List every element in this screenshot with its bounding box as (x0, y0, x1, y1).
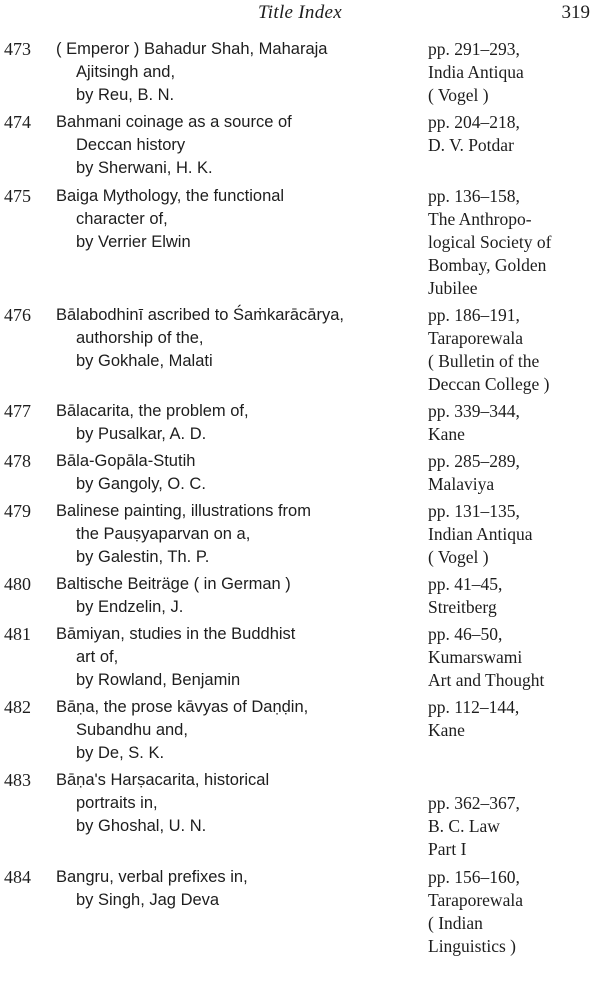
page-header (0, 0, 600, 34)
entry-reference (428, 866, 600, 958)
entry-number: 478 (4, 451, 31, 471)
entry-number: 477 (4, 401, 31, 421)
entry-reference (428, 111, 600, 180)
index-entry (0, 500, 600, 569)
entry-title-block (56, 400, 428, 446)
page-number: 319 (561, 2, 590, 23)
entry-title-line: Ajitsingh and, (76, 63, 176, 81)
entry-reference-line: Kumarswami (428, 647, 523, 667)
entry-number: 475 (4, 186, 31, 206)
entry-number: 473 (4, 39, 31, 59)
entry-reference (428, 769, 600, 861)
entry-number: 476 (4, 305, 31, 325)
entry-title-line: Bāmiyan, studies in the Buddhist (56, 625, 296, 643)
entry-title-line: Baltische Beiträge ( in German ) (56, 575, 291, 593)
entry-number: 479 (4, 501, 31, 521)
entry-reference (428, 400, 600, 446)
entry-reference-line: Part I (428, 839, 467, 859)
entry-reference-line: pp. 291–293, (428, 39, 520, 59)
entry-author: by Gangoly, O. C. (76, 475, 206, 493)
entry-title-block (56, 573, 428, 619)
entry-reference-line: Jubilee (428, 278, 478, 298)
entry-title-line: ( Emperor ) Bahadur Shah, Maharaja (56, 40, 328, 58)
entry-author: by Reu, B. N. (76, 86, 175, 104)
entry-reference-line: pp. 285–289, (428, 451, 520, 471)
entry-title-block (56, 769, 428, 861)
index-entry (0, 866, 600, 958)
entry-reference-line: pp. 186–191, (428, 305, 520, 325)
entry-reference-line: pp. 136–158, (428, 186, 520, 206)
entry-number: 482 (4, 697, 31, 717)
index-entry (0, 769, 600, 861)
entry-reference-line: pp. 204–218, (428, 112, 520, 132)
entry-reference (428, 623, 600, 692)
entry-author: by Gokhale, Malati (76, 352, 213, 370)
entry-author: by Singh, Jag Deva (76, 891, 220, 909)
entry-reference-line: Kane (428, 424, 465, 444)
entry-reference-line: The Anthropo- (428, 209, 532, 229)
index-entry (0, 304, 600, 396)
index-entries (0, 38, 600, 958)
entry-number: 483 (4, 770, 31, 790)
entry-title-line: Baiga Mythology, the functional (56, 187, 285, 205)
index-entry (0, 696, 600, 765)
entry-reference-line: Kane (428, 720, 465, 740)
entry-title-block (56, 623, 428, 692)
entry-title-line: Bāṇa's Harṣacarita, historical (56, 771, 270, 789)
entry-title-line: authorship of the, (76, 329, 204, 347)
entry-author: by Endzelin, J. (76, 598, 184, 616)
entry-number: 474 (4, 112, 31, 132)
entry-title-line: character of, (76, 210, 168, 228)
entry-reference-line: pp. 339–344, (428, 401, 520, 421)
entry-number: 484 (4, 867, 31, 887)
entry-title-block (56, 866, 428, 958)
index-entry (0, 111, 600, 180)
entry-reference-line: B. C. Law (428, 816, 500, 836)
entry-reference (428, 185, 600, 300)
entry-reference-line: ( Indian (428, 913, 483, 933)
entry-reference (428, 304, 600, 396)
entry-reference-line: Streitberg (428, 597, 497, 617)
entry-reference-line: pp. 131–135, (428, 501, 520, 521)
entry-reference-line: India Antiqua (428, 62, 524, 82)
entry-title-block (56, 500, 428, 569)
entry-author: by De, S. K. (76, 744, 165, 762)
entry-reference-line: pp. 156–160, (428, 867, 520, 887)
entry-reference-line: Art and Thought (428, 670, 545, 690)
index-entry (0, 450, 600, 496)
entry-author: by Pusalkar, A. D. (76, 425, 207, 443)
entry-author: by Sherwani, H. K. (76, 159, 213, 177)
entry-reference-line: logical Society of (428, 232, 552, 252)
entry-reference-line: Taraporewala (428, 890, 523, 910)
entry-author: by Verrier Elwin (76, 233, 191, 251)
entry-reference-line: ( Vogel ) (428, 85, 489, 105)
entry-reference-line: pp. 362–367, (428, 793, 520, 813)
entry-title-line: Bāṇa, the prose kāvyas of Daṇḍin, (56, 698, 309, 716)
entry-title-line: Bālabodhinī ascribed to Śaṁkarācārya, (56, 306, 344, 324)
entry-title-block (56, 696, 428, 765)
entry-reference-line: Linguistics ) (428, 936, 516, 956)
entry-reference-line: pp. 112–144, (428, 697, 520, 717)
entry-number: 480 (4, 574, 31, 594)
entry-reference-line: Indian Antiqua (428, 524, 533, 544)
entry-reference (428, 573, 600, 619)
entry-number: 481 (4, 624, 31, 644)
index-entry (0, 573, 600, 619)
entry-author: by Galestin, Th. P. (76, 548, 210, 566)
entry-reference-line: Deccan College ) (428, 374, 550, 394)
entry-reference-line: ( Vogel ) (428, 547, 489, 567)
entry-title-line: Bahmani coinage as a source of (56, 113, 292, 131)
entry-reference (428, 450, 600, 496)
entry-author: by Rowland, Benjamin (76, 671, 241, 689)
entry-title-line: Balinese painting, illustrations from (56, 502, 311, 520)
entry-reference-line: D. V. Potdar (428, 135, 514, 155)
entry-title-line: Bāla-Gopāla-Stutih (56, 452, 196, 470)
entry-title-line: Deccan history (76, 136, 186, 154)
entry-title-line: Subandhu and, (76, 721, 188, 739)
entry-reference-line: pp. 41–45, (428, 574, 503, 594)
index-entry (0, 623, 600, 692)
entry-title-line: art of, (76, 648, 119, 666)
entry-reference-line: ( Bulletin of the (428, 351, 540, 371)
entry-title-line: portraits in, (76, 794, 158, 812)
index-entry (0, 400, 600, 446)
entry-title-block (56, 304, 428, 396)
entry-reference-line: pp. 46–50, (428, 624, 503, 644)
entry-title-block (56, 450, 428, 496)
entry-reference-line: Taraporewala (428, 328, 523, 348)
entry-author: by Ghoshal, U. N. (76, 817, 207, 835)
entry-title-block (56, 111, 428, 180)
entry-title-block (56, 185, 428, 300)
entry-title-line: Bangru, verbal prefixes in, (56, 868, 248, 886)
entry-reference (428, 696, 600, 765)
entry-reference (428, 500, 600, 569)
entry-reference-line: Bombay, Golden (428, 255, 547, 275)
index-entry (0, 185, 600, 300)
entry-title-line: the Pauṣyaparvan on a, (76, 525, 251, 543)
entry-reference-line: Malaviya (428, 474, 495, 494)
running-title: Title Index (257, 2, 343, 23)
entry-reference-line (428, 769, 600, 792)
entry-title-block (56, 38, 428, 107)
entry-title-line: Bālacarita, the problem of, (56, 402, 249, 420)
index-entry (0, 38, 600, 107)
entry-reference (428, 38, 600, 107)
